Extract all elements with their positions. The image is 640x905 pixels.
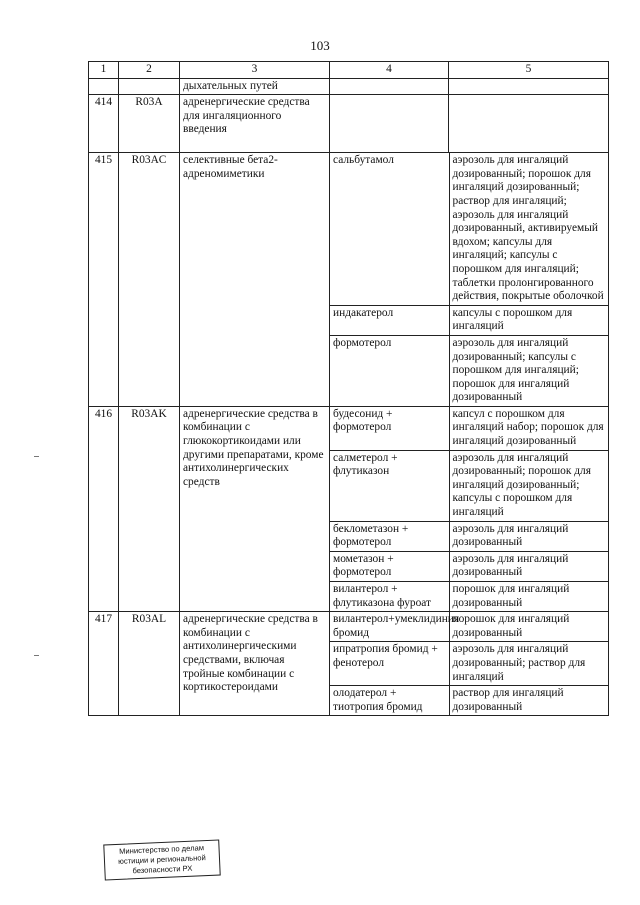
dosage-form: порошок для ингаляций дозированный xyxy=(449,612,609,642)
table-row xyxy=(89,153,609,407)
group-name: адренергические средства в комбинации с антихолинергическими средствами, включая тройные комбинации с кортикостероидами xyxy=(180,612,330,716)
dosage-form: аэрозоль для ингаляций дозированный; капсулы с порошком для ингаляций; порошок для ингаляций дозированный xyxy=(449,335,609,405)
drug-row xyxy=(330,686,609,716)
drug-name: вилантерол + флутиказона фуроат xyxy=(330,582,449,612)
column-header: 5 xyxy=(449,62,609,79)
column-header: 3 xyxy=(180,62,330,79)
drug-row xyxy=(330,407,609,450)
drug-row xyxy=(330,582,609,612)
drug-row xyxy=(330,305,609,335)
table-row xyxy=(89,612,609,716)
stamp-line: юстиции и региональной xyxy=(117,853,206,866)
drug-subtable xyxy=(330,407,609,611)
drug-row xyxy=(330,450,609,521)
group-name: адренергические средства для ингаляционного введения xyxy=(180,95,330,153)
drug-name: салметерол + флутиказон xyxy=(330,450,449,521)
drug-row xyxy=(330,612,609,642)
dosage-form: капсул с порошком для ингаляций набор; порошок для ингаляций дозированный xyxy=(449,407,609,450)
row-number xyxy=(89,78,119,95)
row-number: 415 xyxy=(89,153,119,407)
drug-name: индакатерол xyxy=(330,305,449,335)
table-row xyxy=(89,406,609,611)
dosage-form: капсулы с порошком для ингаляций xyxy=(449,305,609,335)
atc-code: R03A xyxy=(119,95,180,153)
atc-code: R03AK xyxy=(119,406,180,611)
drug-list xyxy=(330,153,609,407)
dosage-form: раствор для ингаляций дозированный xyxy=(449,686,609,716)
column-header: 2 xyxy=(119,62,180,79)
dosage-form: аэрозоль для ингаляций дозированный; порошок для ингаляций дозированный; капсулы с порошком для ингаляций xyxy=(449,450,609,521)
drug-name: мометазон + формотерол xyxy=(330,551,449,581)
drug-row xyxy=(330,642,609,686)
dosage-form: аэрозоль для ингаляций дозированный; порошок для ингаляций дозированный; раствор для ингаляций; аэрозоль для ингаляций дозированный, активируемый вдохом; капсулы для ингаляций; капсулы с порошком для ингаляций; таблетки пролонгированного действия, покрытые оболочкой xyxy=(449,153,609,305)
drug-name: олодатерол + тиотропия бромид xyxy=(330,686,449,716)
drug-row xyxy=(330,521,609,551)
dosage-form xyxy=(449,78,609,95)
atc-code: R03AC xyxy=(119,153,180,407)
drug-name: вилантерол+умеклидиния бромид xyxy=(330,612,449,642)
column-header-row xyxy=(89,62,609,79)
dosage-form xyxy=(449,95,609,153)
drug-subtable xyxy=(330,612,609,715)
drug-list xyxy=(330,406,609,611)
drug-name: беклометазон + формотерол xyxy=(330,521,449,551)
dosage-form: порошок для ингаляций дозированный xyxy=(449,582,609,612)
drug-name xyxy=(330,95,449,153)
stamp-line: Министерство по делам xyxy=(118,843,205,856)
table-row xyxy=(89,78,609,95)
dosage-form: аэрозоль для ингаляций дозированный; раствор для ингаляций xyxy=(449,642,609,686)
dosage-form: аэрозоль для ингаляций дозированный xyxy=(449,551,609,581)
drug-name: сальбутамол xyxy=(330,153,449,305)
group-name: адренергические средства в комбинации с глюкокортикоидами или другими препаратами, кроме антихолинергических средств xyxy=(180,406,330,611)
drug-name: формотерол xyxy=(330,335,449,405)
drug-subtable xyxy=(330,153,609,406)
column-header: 4 xyxy=(330,62,449,79)
margin-mark xyxy=(34,456,39,457)
row-number: 414 xyxy=(89,95,119,153)
atc-code xyxy=(119,78,180,95)
drug-list xyxy=(330,612,609,716)
margin-mark xyxy=(34,655,39,656)
registration-stamp xyxy=(103,839,220,880)
drug-row xyxy=(330,551,609,581)
dosage-form: аэрозоль для ингаляций дозированный xyxy=(449,521,609,551)
group-name: дыхательных путей xyxy=(180,78,330,95)
drug-name xyxy=(330,78,449,95)
row-number: 416 xyxy=(89,406,119,611)
atc-code: R03AL xyxy=(119,612,180,716)
drug-name: ипратропия бромид + фенотерол xyxy=(330,642,449,686)
column-header: 1 xyxy=(89,62,119,79)
group-name: селективные бета2-адреномиметики xyxy=(180,153,330,407)
page-number: 103 xyxy=(310,38,330,53)
row-number: 417 xyxy=(89,612,119,716)
drug-row xyxy=(330,335,609,405)
drug-table xyxy=(88,61,609,716)
drug-row xyxy=(330,153,609,305)
drug-name: будесонид + формотерол xyxy=(330,407,449,450)
table-row xyxy=(89,95,609,153)
stamp-line: безопасности РХ xyxy=(132,863,193,876)
